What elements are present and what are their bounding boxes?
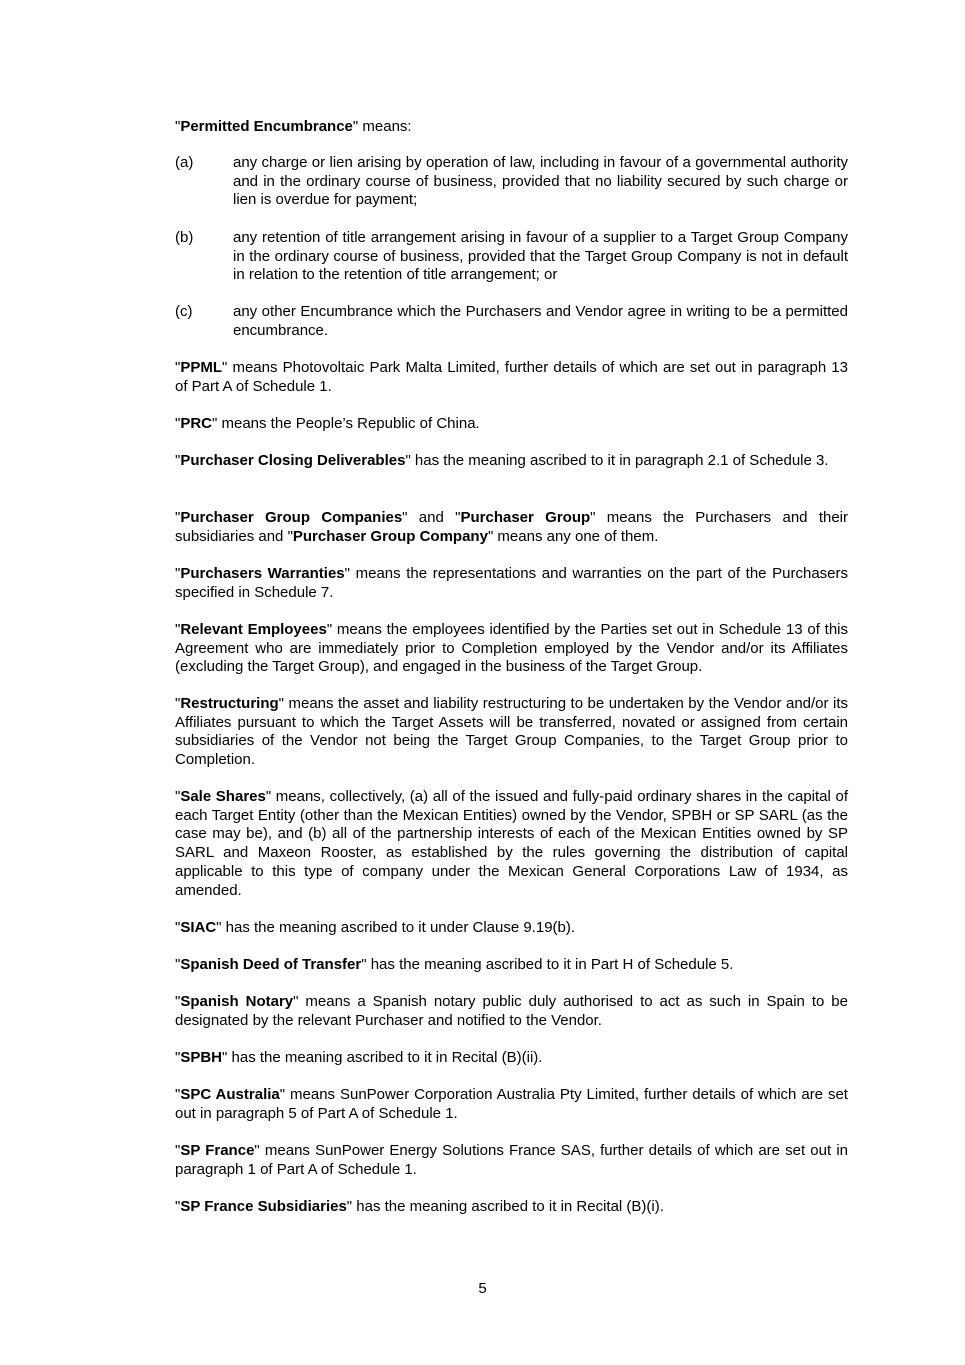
definition-heading xyxy=(175,118,848,137)
definition-text: " xyxy=(175,565,181,582)
page-number: 5 xyxy=(478,1280,487,1297)
definition-text: " means the asset and liability restructuring to be undertaken by the Vendor and/or its Affiliates pursuant to which the Target Assets will be transferred, novated or assigned from certain subsidiaries of the Vendor not being the Target Group Companies, to the Target Group prior to Completion. xyxy=(175,695,848,769)
defined-term: SIAC xyxy=(180,919,217,936)
defined-term: Spanish Notary xyxy=(180,993,294,1010)
definition-text: " has the meaning ascribed to it in Recital (B)(ii). xyxy=(222,1049,543,1066)
definition-paragraph xyxy=(175,621,848,677)
definition-paragraph xyxy=(175,565,848,602)
defined-term: Relevant Employees xyxy=(180,621,327,638)
defined-term: Restructuring xyxy=(180,695,279,712)
defined-term: Spanish Deed of Transfer xyxy=(180,956,362,973)
defined-term: PRC xyxy=(180,415,212,432)
definition-text: " has the meaning ascribed to it in Part H of Schedule 5. xyxy=(361,956,734,973)
definition-paragraph xyxy=(175,1198,848,1217)
definition-text: " xyxy=(175,695,181,712)
defined-term: Permitted Encumbrance xyxy=(180,118,353,135)
definition-text: " xyxy=(175,1142,181,1159)
defined-term: SPC Australia xyxy=(180,1086,280,1103)
list-text: any charge or lien arising by operation of law, including in favour of a governmental authority and in the ordinary course of business, provided that no liability secured by such charge or lien is overdue for payment; xyxy=(233,154,848,209)
definition-text: " xyxy=(175,788,181,805)
definition-paragraph xyxy=(175,415,848,434)
definition-text: " xyxy=(175,621,181,638)
definition-paragraph xyxy=(175,695,848,770)
definition-text: " means Photovoltaic Park Malta Limited, further details of which are set out in paragraph 13 of Part A of Schedule 1. xyxy=(175,359,848,395)
defined-term: PPML xyxy=(180,359,222,376)
definition-paragraph xyxy=(175,1086,848,1123)
definition-text: " xyxy=(175,1049,181,1066)
definition-paragraph xyxy=(175,993,848,1030)
definition-text: " xyxy=(175,919,181,936)
definition-text: " means the employees identified by the Parties set out in Schedule 13 of this Agreement who are immediately prior to Completion employed by the Vendor and/or its Affiliates (excluding the Target Group), and engaged in the business of the Target Group. xyxy=(175,621,848,676)
definition-paragraph xyxy=(175,919,848,938)
definition-text: " has the meaning ascribed to it in paragraph 2.1 of Schedule 3. xyxy=(405,452,829,469)
defined-term: Purchaser Group xyxy=(460,509,591,526)
defined-term: Purchaser Group Company xyxy=(292,527,488,545)
definition-text: " means the People’s Republic of China. xyxy=(212,415,480,432)
definition-paragraph xyxy=(175,1049,848,1068)
definition-text: " means any one of them. xyxy=(487,527,659,545)
definition-paragraph xyxy=(175,788,848,900)
defined-term: Purchaser Closing Deliverables xyxy=(180,452,406,469)
list-label: (b) xyxy=(175,229,194,246)
definition-text: " xyxy=(175,118,181,135)
definition-text: " has the meaning ascribed to it in Recital (B)(i). xyxy=(346,1198,664,1215)
defined-term: SP France xyxy=(180,1142,255,1159)
defined-term: SPBH xyxy=(180,1049,223,1066)
definition-text: " xyxy=(175,1086,181,1103)
definition-paragraph xyxy=(175,956,848,975)
defined-term: Purchasers Warranties xyxy=(180,565,345,582)
defined-term: SP France Subsidiaries xyxy=(180,1198,347,1215)
definition-paragraph xyxy=(175,452,848,471)
list-label: (a) xyxy=(175,154,194,171)
list-text: any retention of title arrangement arising in favour of a supplier to a Target Group Company in the ordinary course of business, provided that the Target Group Company is not in default in relation to the retention of title arrangement; or xyxy=(233,229,848,284)
list-text: any other Encumbrance which the Purchasers and Vendor agree in writing to be a permitted encumbrance. xyxy=(233,303,848,339)
defined-term: Sale Shares xyxy=(180,788,266,805)
definition-paragraph xyxy=(175,1142,848,1179)
definition-text: " xyxy=(175,509,181,526)
definition-text: " xyxy=(175,1198,181,1215)
definition-paragraph xyxy=(175,509,848,546)
definition-text: " and " xyxy=(402,509,461,526)
definition-text: " means SunPower Energy Solutions France SAS, further details of which are set out in paragraph 1 of Part A of Schedule 1. xyxy=(175,1142,848,1178)
definition-text: " means SunPower Corporation Australia Pty Limited, further details of which are set out in paragraph 5 of Part A of Schedule 1. xyxy=(175,1086,848,1122)
definition-text: " xyxy=(175,452,181,469)
definition-text: " xyxy=(175,993,181,1010)
definition-text: " means: xyxy=(352,118,412,135)
definition-text: " means the representations and warranties on the part of the Purchasers specified in Schedule 7. xyxy=(175,565,849,601)
definition-text: " means a Spanish notary public duly authorised to act as such in Spain to be designated by the relevant Purchaser and notified to the Vendor. xyxy=(175,993,848,1029)
definition-paragraph xyxy=(175,359,848,396)
definition-text: " xyxy=(175,415,181,432)
definition-text: " xyxy=(175,359,181,376)
list-label: (c) xyxy=(175,303,193,320)
defined-term: Purchaser Group Companies xyxy=(180,509,403,526)
definition-text: " has the meaning ascribed to it under Clause 9.19(b). xyxy=(216,919,576,936)
definition-text: " means the Purchasers and their subsidiaries and " xyxy=(175,509,848,545)
definition-text: " means, collectively, (a) all of the issued and fully-paid ordinary shares in the capital of each Target Entity (other than the Mexican Entities) owned by the Vendor, SPBH or SP SARL (as the case may be), and (b) all of the partnership interests of each of the Mexican Entities owned by SP SARL and Maxeon Rooster, as established by the rules governing the distribution of capital applicable to this type of company under the Mexican General Corporations Law of 1934, as amended. xyxy=(175,788,848,899)
definition-text: " xyxy=(175,956,181,973)
